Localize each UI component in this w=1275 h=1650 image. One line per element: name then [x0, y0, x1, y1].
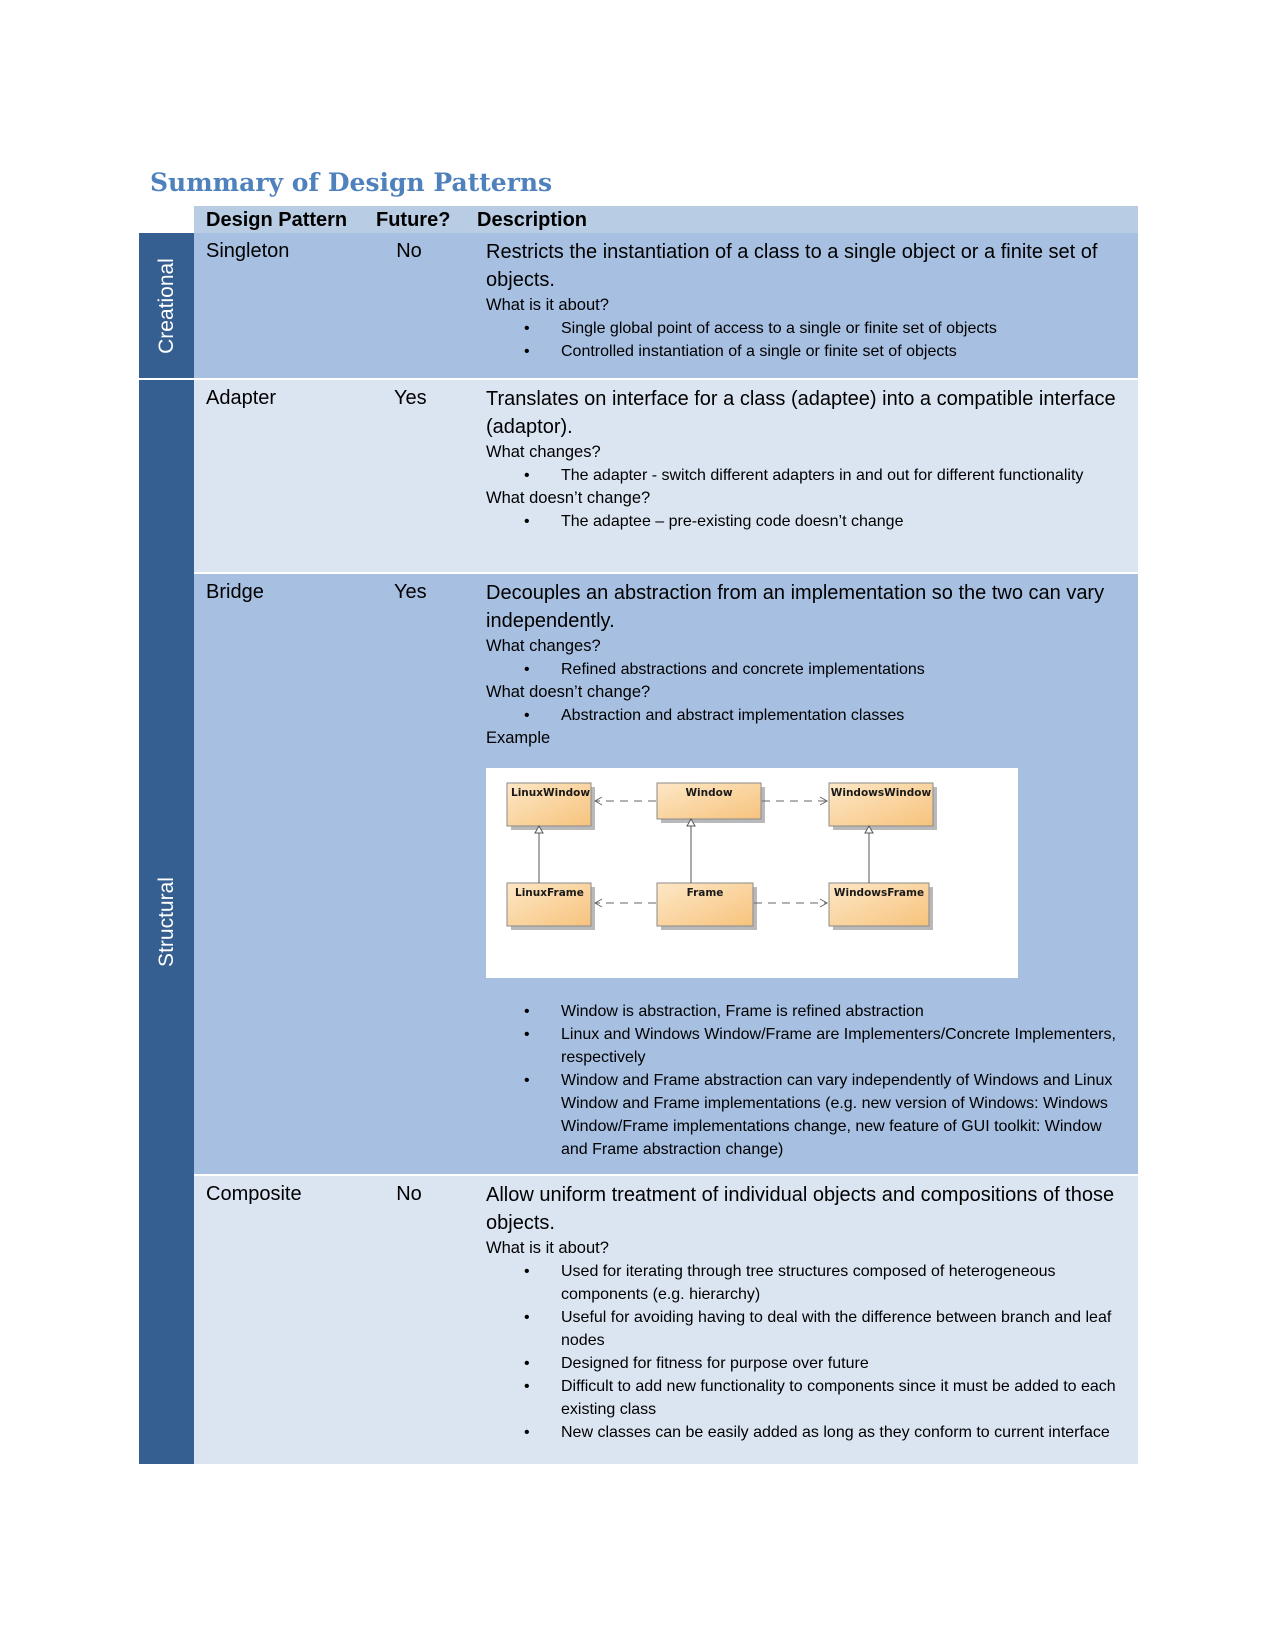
column-header-future: Future?	[376, 209, 451, 231]
list-item: • The adaptee – pre-existing code doesn’t change	[486, 510, 1126, 533]
description	[486, 238, 1126, 363]
list-item: • Linux and Windows Window/Frame are Implementers/Concrete Implementers, respectively	[486, 1023, 1126, 1069]
pattern-name: Singleton	[206, 240, 290, 262]
description-lead: Decouples an abstraction from an implementation so the two can vary independently.	[486, 582, 1105, 632]
bullet-list	[486, 510, 1126, 533]
bullet-list	[486, 704, 1126, 727]
pattern-name: Bridge	[206, 581, 264, 603]
table-row-singleton	[194, 233, 1138, 378]
pattern-name: Adapter	[206, 387, 277, 409]
category-structural-label: Structural	[154, 877, 178, 967]
table-row-bridge	[194, 574, 1138, 1174]
description-question: What doesn’t change?	[486, 489, 651, 507]
pattern-name: Composite	[206, 1183, 302, 1205]
table-row-adapter	[194, 380, 1138, 572]
column-header-description: Description	[477, 209, 588, 231]
category-creational-label: Creational	[154, 257, 178, 354]
list-item: • Abstraction and abstract implementation classes	[486, 704, 1126, 727]
class-name-windows-frame: WindowsFrame	[833, 887, 925, 899]
list-item: • New classes can be easily added as long as they conform to current interface	[486, 1421, 1126, 1444]
description	[486, 579, 1126, 1161]
list-item: • Useful for avoiding having to deal with the difference between branch and leaf nodes	[486, 1306, 1126, 1352]
future-value: Yes	[394, 387, 427, 409]
list-item: • Controlled instantiation of a single or finite set of objects	[486, 340, 1126, 363]
description-lead: Restricts the instantiation of a class to a single object or a finite set of objects.	[486, 241, 1098, 291]
page-title: Summary of Design Patterns	[150, 168, 553, 197]
bullet-list	[486, 464, 1126, 487]
future-value: No	[396, 240, 422, 262]
description-question: What is it about?	[486, 296, 609, 314]
list-item: • Designed for fitness for purpose over future	[486, 1352, 1126, 1375]
description-question: What changes?	[486, 637, 601, 655]
class-name-linux-window: LinuxWindow	[511, 787, 591, 799]
description-lead: Allow uniform treatment of individual objects and compositions of those objects.	[486, 1184, 1115, 1234]
table-header	[194, 206, 1138, 236]
list-item: • Difficult to add new functionality to components since it must be added to each existing class	[486, 1375, 1126, 1421]
bullet-list	[486, 658, 1126, 681]
list-item: • Used for iterating through tree structures composed of heterogeneous components (e.g. hierarchy)	[486, 1260, 1126, 1306]
description-question: What doesn’t change?	[486, 683, 651, 701]
class-name-frame: Frame	[686, 887, 724, 899]
description	[486, 385, 1126, 533]
list-item: • Window and Frame abstraction can vary independently of Windows and Linux Window and Frame implementations (e.g. new version of Windows: Windows Window/Frame implementations change, new feature of GUI toolkit: Window and Frame abstraction change)	[486, 1069, 1126, 1161]
category-creational	[139, 233, 194, 378]
class-name-linux-frame: LinuxFrame	[515, 887, 584, 899]
list-item: • Window is abstraction, Frame is refined abstraction	[486, 1000, 1126, 1023]
bullet-list	[486, 1260, 1126, 1444]
class-name-window: Window	[685, 787, 733, 799]
bullet-list	[486, 317, 1126, 363]
description-lead: Translates on interface for a class (adaptee) into a compatible interface (adaptor).	[486, 388, 1116, 438]
class-name-windows-window: WindowsWindow	[830, 787, 932, 799]
list-item: • The adapter - switch different adapters in and out for different functionality	[486, 464, 1126, 487]
future-value: Yes	[394, 581, 427, 603]
description-question: What changes?	[486, 443, 601, 461]
list-item: • Single global point of access to a single or finite set of objects	[486, 317, 1126, 340]
column-header-pattern: Design Pattern	[206, 209, 348, 231]
description	[486, 1181, 1126, 1444]
table-row-composite	[194, 1176, 1138, 1464]
future-value: No	[396, 1183, 422, 1205]
bridge-uml-diagram	[486, 768, 1018, 978]
bullet-list	[486, 1000, 1126, 1161]
list-item: • Refined abstractions and concrete implementations	[486, 658, 1126, 681]
description-question: Example	[486, 729, 551, 747]
description-question: What is it about?	[486, 1239, 609, 1257]
category-structural	[139, 380, 194, 1464]
